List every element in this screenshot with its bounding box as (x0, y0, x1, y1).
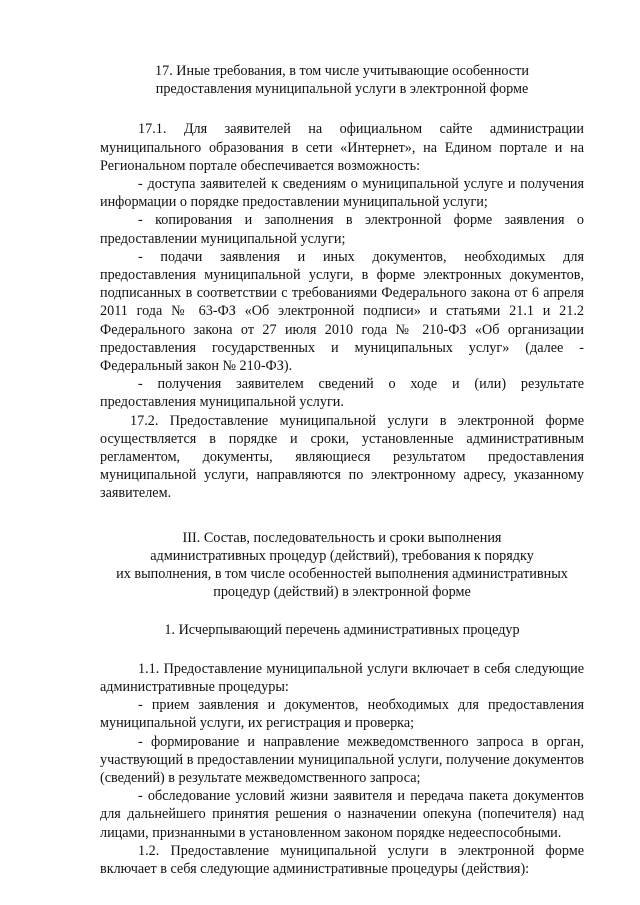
section-17-title-line-2: предоставления муниципальной услуги в электронной форме (155, 81, 529, 98)
document-page (100, 62, 584, 878)
section-3-title-line-4: процедур (действий) в электронной форме (213, 584, 471, 601)
list-item: - доступа заявителей к сведениям о муниципальной услуге и получения информации о порядке предоставлении муниципальной услуги; (100, 176, 584, 211)
list-item: - копирования и заполнения в электронной форме заявления о предоставлении муниципальной услуги; (100, 212, 584, 247)
paragraph-17-1: 17.1. Для заявителей на официальном сайте администрации муниципального образования в сети «Интернет», на Едином портале и на Региональном портале обеспечивается возможность: (100, 121, 584, 174)
section-3-title-line-2: административных процедур (действий), требования к порядку (150, 547, 534, 564)
paragraph-1-1: 1.1. Предоставление муниципальной услуги включает в себя следующие административные процедуры: (100, 660, 584, 695)
paragraph-17-2: 17.2. Предоставление муниципальной услуги в электронной форме осуществляется в порядке и сроки, установленные административным регламентом, документы, являющиеся результатом предоставления муниципальной услуги, направляются по электронному адресу, указанному заявителем. (100, 412, 584, 502)
list-item: - прием заявления и документов, необходимых для предоставления муниципальной услуги, их регистрация и проверка; (100, 697, 584, 732)
subsection-1-title: 1. Исчерпывающий перечень административных процедур (164, 622, 520, 639)
list-item: - обследование условий жизни заявителя и передача пакета документов для дальнейшего принятия решения о назначении опекуна (попечителя) над лицами, признанными в установленном законом порядке недееспособными. (100, 788, 584, 841)
list-item: - получения заявителем сведений о ходе и (или) результате предоставления муниципальной услуги. (100, 376, 584, 411)
section-3-title-line-3: их выполнения, в том числе особенностей выполнения административных (116, 566, 568, 583)
list-item: - подачи заявления и иных документов, необходимых для предоставления муниципальной услуги, в форме электронных документов, подписанных в соответствии с требованиями Федерального закона от 6 апреля 2011 года № 63-ФЗ «Об электронной подписи» и статьями 21.1 и 21.2 Федерального закона от 27 июля 2010 года № 210-ФЗ «Об организации предоставления государственных и муниципальных услуг» (далее - Федеральный закон № 210-ФЗ). (100, 248, 584, 375)
section-17-title-line-1: 17. Иные требования, в том числе учитывающие особенности (155, 63, 529, 79)
list-item: - формирование и направление межведомственного запроса в орган, участвующий в предоставлении муниципальной услуги, получение документов (сведений) в результате межведомственного запроса; (100, 733, 584, 786)
paragraph-1-2: 1.2. Предоставление муниципальной услуги в электронной форме включает в себя следующие административные процедуры (действия): (100, 842, 584, 877)
section-3-title-line-1: III. Состав, последовательность и сроки выполнения (182, 529, 502, 546)
